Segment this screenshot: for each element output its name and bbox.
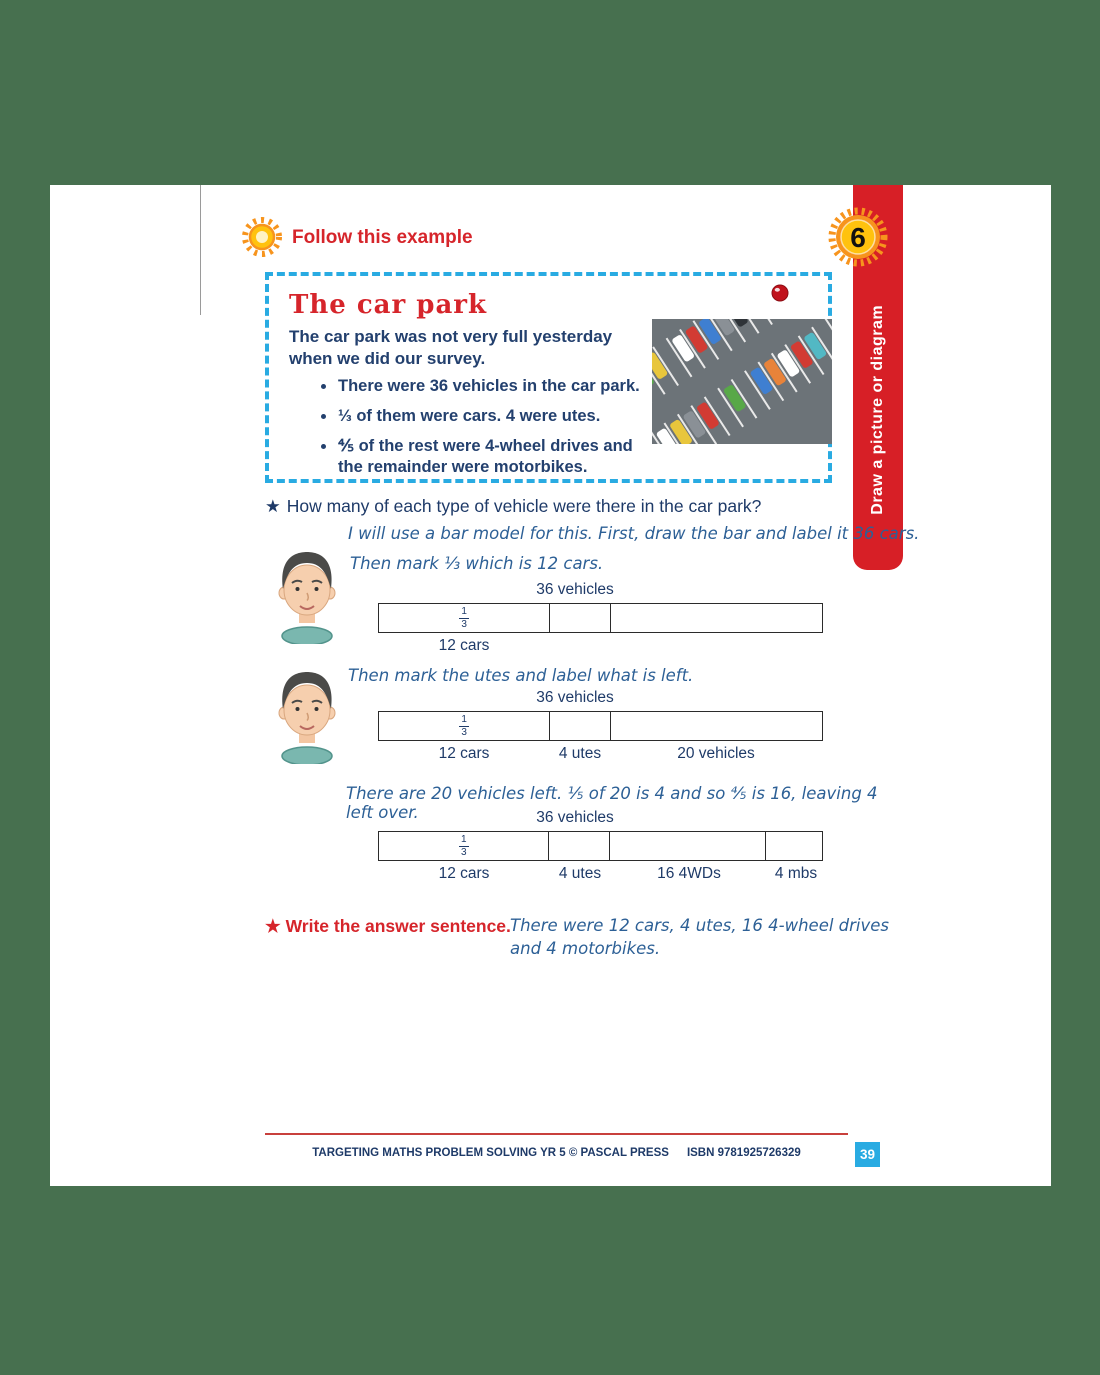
bar-model-3 — [378, 831, 823, 861]
handwriting-answer — [510, 914, 889, 960]
sun-badge-icon — [826, 205, 890, 269]
strategy-tab-label: Draw a picture or diagram — [869, 304, 886, 515]
bar1-segment-rest — [610, 604, 822, 632]
bullet-text: ⅓ of them were cars. 4 were utes. — [338, 407, 601, 425]
bar2-label-vehicles: 20 vehicles — [677, 745, 755, 762]
answer-prompt-text: Write the answer sentence. — [285, 916, 511, 936]
bar2-top-label: 36 vehicles — [536, 689, 614, 706]
bar3-bottom-labels — [378, 865, 823, 885]
bar3-label-cars: 12 cars — [438, 865, 490, 882]
bar3-segment-utes — [548, 832, 608, 860]
question-text: How many of each type of vehicle were there in the car park? — [286, 496, 762, 516]
handwriting-step1-line2: Then mark ⅓ which is 12 cars. — [350, 554, 604, 573]
answer-prompt — [265, 916, 511, 937]
problem-box — [265, 272, 832, 483]
handwriting-step1-line1: I will use a bar model for this. First, draw the bar and label it 36 cars. — [348, 524, 920, 543]
bar2-segment-utes — [549, 712, 610, 740]
one-third-fraction: $\frac{1}{3}$ — [460, 833, 467, 858]
bullet-dot — [321, 384, 326, 389]
bar1-segment-utes — [549, 604, 610, 632]
bar3-segment-motorbikes — [765, 832, 822, 860]
margin-line — [200, 185, 201, 315]
bullet-item — [321, 376, 651, 397]
question-line — [265, 496, 905, 517]
bullet-text: ⅘ of the rest were 4-wheel drives and the remainder were motorbikes. — [338, 437, 633, 476]
book-page — [50, 185, 1051, 1186]
bar3-top-label: 36 vehicles — [536, 809, 614, 826]
bullet-item — [321, 436, 651, 478]
bullet-item — [321, 406, 651, 427]
bar3-label-4wds: 16 4WDs — [657, 865, 721, 882]
bar3-label-motorbikes: 4 mbs — [774, 865, 818, 882]
bar-model-2 — [378, 711, 823, 741]
red-pin-icon — [771, 284, 789, 302]
bar2-label-cars: 12 cars — [438, 745, 490, 762]
isbn-text: ISBN 9781925726329 — [686, 1147, 801, 1159]
one-third-fraction: $\frac{1}{3}$ — [461, 605, 467, 630]
bar3-segment-4wds — [609, 832, 766, 860]
footer-rule — [265, 1133, 848, 1135]
boy-face-illustration — [266, 667, 348, 764]
bar1-segment-cars — [379, 604, 549, 632]
imprint-text: TARGETING MATHS PROBLEM SOLVING YR 5 © PASCAL PRESS — [312, 1147, 669, 1159]
star-icon: ★ — [265, 916, 281, 936]
section-title: Follow this example — [292, 227, 473, 248]
bar1-top-label: 36 vehicles — [536, 581, 614, 598]
problem-title: The car park — [289, 290, 488, 320]
bullet-dot — [321, 414, 326, 419]
problem-bullets — [321, 376, 651, 487]
answer-line2: and 4 motorbikes. — [510, 939, 661, 958]
page-number-badge: 39 — [855, 1142, 880, 1167]
handwriting-step3-line1: There are 20 vehicles left. ⅕ of 20 is 4 and so ⅘ is 16, leaving 4 left over. — [346, 784, 878, 822]
bar-model-1 — [378, 603, 823, 633]
bar1-bottom-labels — [378, 637, 823, 657]
boy-face-illustration — [266, 547, 348, 644]
bar3-segment-cars — [379, 832, 548, 860]
star-icon: ★ — [265, 496, 281, 516]
bar3-label-utes: 4 utes — [558, 865, 602, 882]
bar2-segment-cars — [379, 712, 549, 740]
bullet-dot — [321, 444, 326, 449]
bullet-text: There were 36 vehicles in the car park. — [338, 377, 640, 395]
sun-icon — [238, 213, 286, 261]
problem-intro: The car park was not very full yesterday when we did our survey. — [289, 327, 613, 368]
bar2-bottom-labels — [378, 745, 823, 765]
badge-number: 6 — [850, 222, 866, 253]
one-third-fraction: $\frac{1}{3}$ — [461, 713, 467, 738]
car-park-photo — [652, 319, 832, 444]
answer-line1: There were 12 cars, 4 utes, 16 4-wheel drives — [510, 916, 890, 935]
bar2-label-utes: 4 utes — [558, 745, 602, 762]
bar1-label-cars: 12 cars — [438, 637, 490, 654]
handwriting-step2-line1: Then mark the utes and label what is left. — [348, 666, 694, 685]
footer-imprint — [265, 1147, 848, 1159]
bar2-segment-rest — [610, 712, 822, 740]
